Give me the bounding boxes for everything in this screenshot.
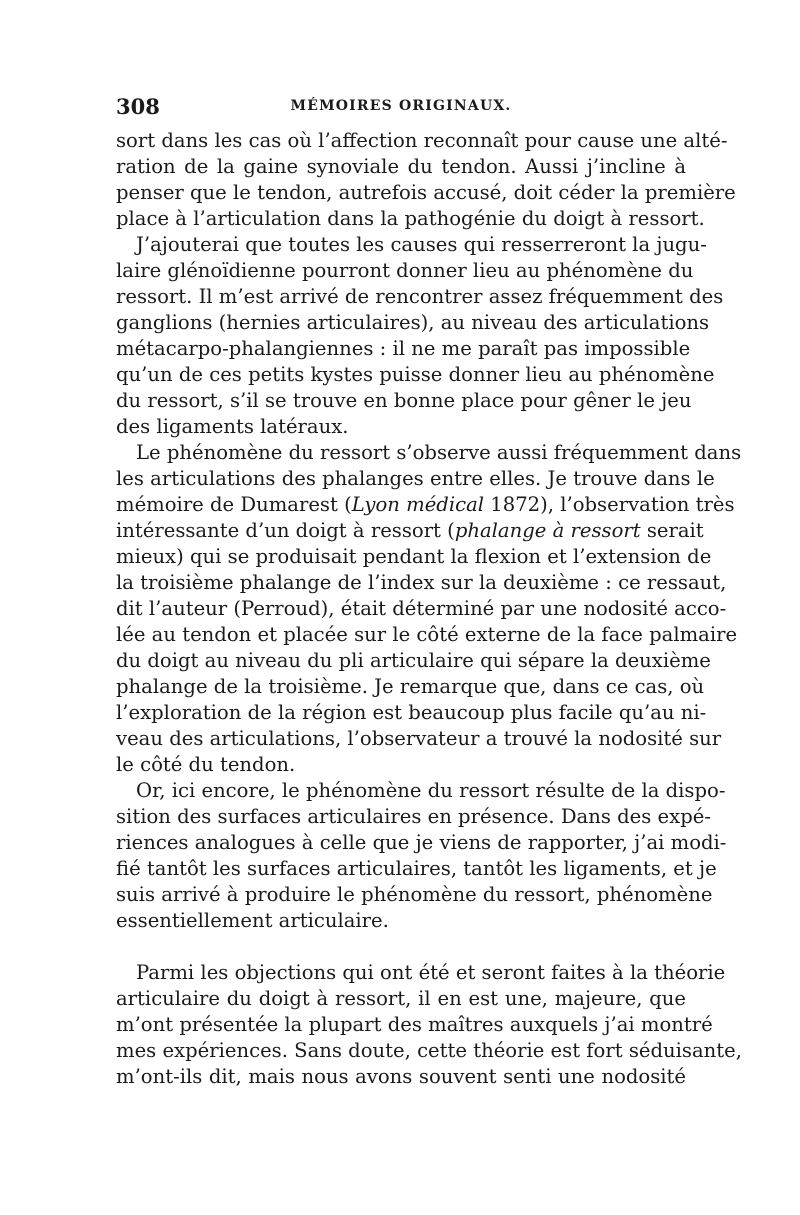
text-line: m’ont-ils dit, mais nous avons souvent senti une nodosité	[116, 1065, 686, 1088]
italic-term: phalange à ressort	[454, 519, 641, 542]
text-line: m’ont présentée la plupart des maîtres auxquels j’ai montré	[116, 1013, 713, 1036]
text-line: du ressort, s’il se trouve en bonne place pour gêner le jeu	[116, 389, 692, 412]
paragraph	[116, 232, 724, 440]
text-line: qu’un de ces petits kystes puisse donner lieu au phénomène	[116, 363, 715, 386]
text-line	[116, 492, 735, 518]
text-line: des ligaments latéraux.	[116, 415, 349, 438]
text-line: phalange de la troisième. Je remarque que, dans ce cas, où	[116, 675, 705, 698]
text-line: essentiellement articulaire.	[116, 909, 389, 932]
text-line: ration de la gaine synoviale du tendon. Aussi j’incline à	[116, 155, 686, 178]
body-text	[116, 128, 742, 1090]
text-line: Or, ici encore, le phénomène du ressort résulte de la dispo-	[136, 779, 726, 802]
text-line	[116, 518, 704, 544]
text-line: dit l’auteur (Perroud), était déterminé par une nodosité acco-	[116, 597, 727, 620]
text-line: le côté du tendon.	[116, 753, 296, 776]
text-line: du doigt au niveau du pli articulaire qui sépare la deuxième	[116, 649, 711, 672]
text-line: ganglions (hernies articulaires), au niveau des articulations	[116, 311, 710, 334]
text-segment: mémoire de Dumarest (	[116, 493, 352, 516]
paragraph	[116, 128, 736, 232]
text-line: laire glénoïdienne pourront donner lieu au phénomène du	[116, 259, 694, 282]
paragraph	[116, 440, 742, 778]
text-line: articulaire du doigt à ressort, il en est une, majeure, que	[116, 987, 686, 1010]
text-line: ressort. Il m’est arrivé de rencontrer assez fréquemment des	[116, 285, 724, 308]
page-number: 308	[116, 94, 160, 119]
book-page	[116, 94, 742, 1090]
page-header	[116, 94, 686, 120]
text-line: suis arrivé à produire le phénomène du ressort, phénomène	[116, 883, 713, 906]
text-line: l’exploration de la région est beaucoup plus facile qu’au ni-	[116, 701, 707, 724]
text-line: métacarpo-phalangiennes : il ne me paraît pas impossible	[116, 337, 691, 360]
italic-citation: Lyon médical	[351, 493, 485, 516]
text-line: mes expériences. Sans doute, cette théorie est fort séduisante,	[116, 1039, 742, 1062]
paragraph	[116, 778, 727, 934]
text-line: la troisième phalange de l’index sur la deuxième : ce ressaut,	[116, 571, 727, 594]
text-line: veau des articulations, l’observateur a trouvé la nodosité sur	[116, 727, 722, 750]
text-line: lée au tendon et placée sur le côté externe de la face palmaire	[116, 623, 738, 646]
running-head: MÉMOIRES ORIGINAUX.	[290, 98, 512, 114]
text-line: penser que le tendon, autrefois accusé, doit céder la première	[116, 181, 736, 204]
text-line: riences analogues à celle que je viens de rapporter, j’ai modi-	[116, 831, 727, 854]
text-line: sition des surfaces articulaires en présence. Dans des expé-	[116, 805, 711, 828]
text-line: les articulations des phalanges entre elles. Je trouve dans le	[116, 467, 715, 490]
text-line: Parmi les objections qui ont été et seront faites à la théorie	[136, 961, 726, 984]
text-segment: intéressante d’un doigt à ressort (	[116, 519, 455, 542]
text-line: J’ajouterai que toutes les causes qui resserreront la jugu-	[136, 233, 707, 256]
text-line: fié tantôt les surfaces articulaires, tantôt les ligaments, et je	[116, 857, 717, 880]
text-line: mieux) qui se produisait pendant la flexion et l’extension de	[116, 545, 712, 568]
text-line: place à l’articulation dans la pathogénie du doigt à ressort.	[116, 207, 705, 230]
text-segment: 1872), l’observation très	[484, 493, 735, 516]
paragraph	[116, 960, 742, 1090]
text-line: sort dans les cas où l’affection reconnaît pour cause une alté-	[116, 129, 728, 152]
text-line: Le phénomène du ressort s’observe aussi fréquemment dans	[136, 441, 742, 464]
text-segment: serait	[640, 519, 704, 542]
